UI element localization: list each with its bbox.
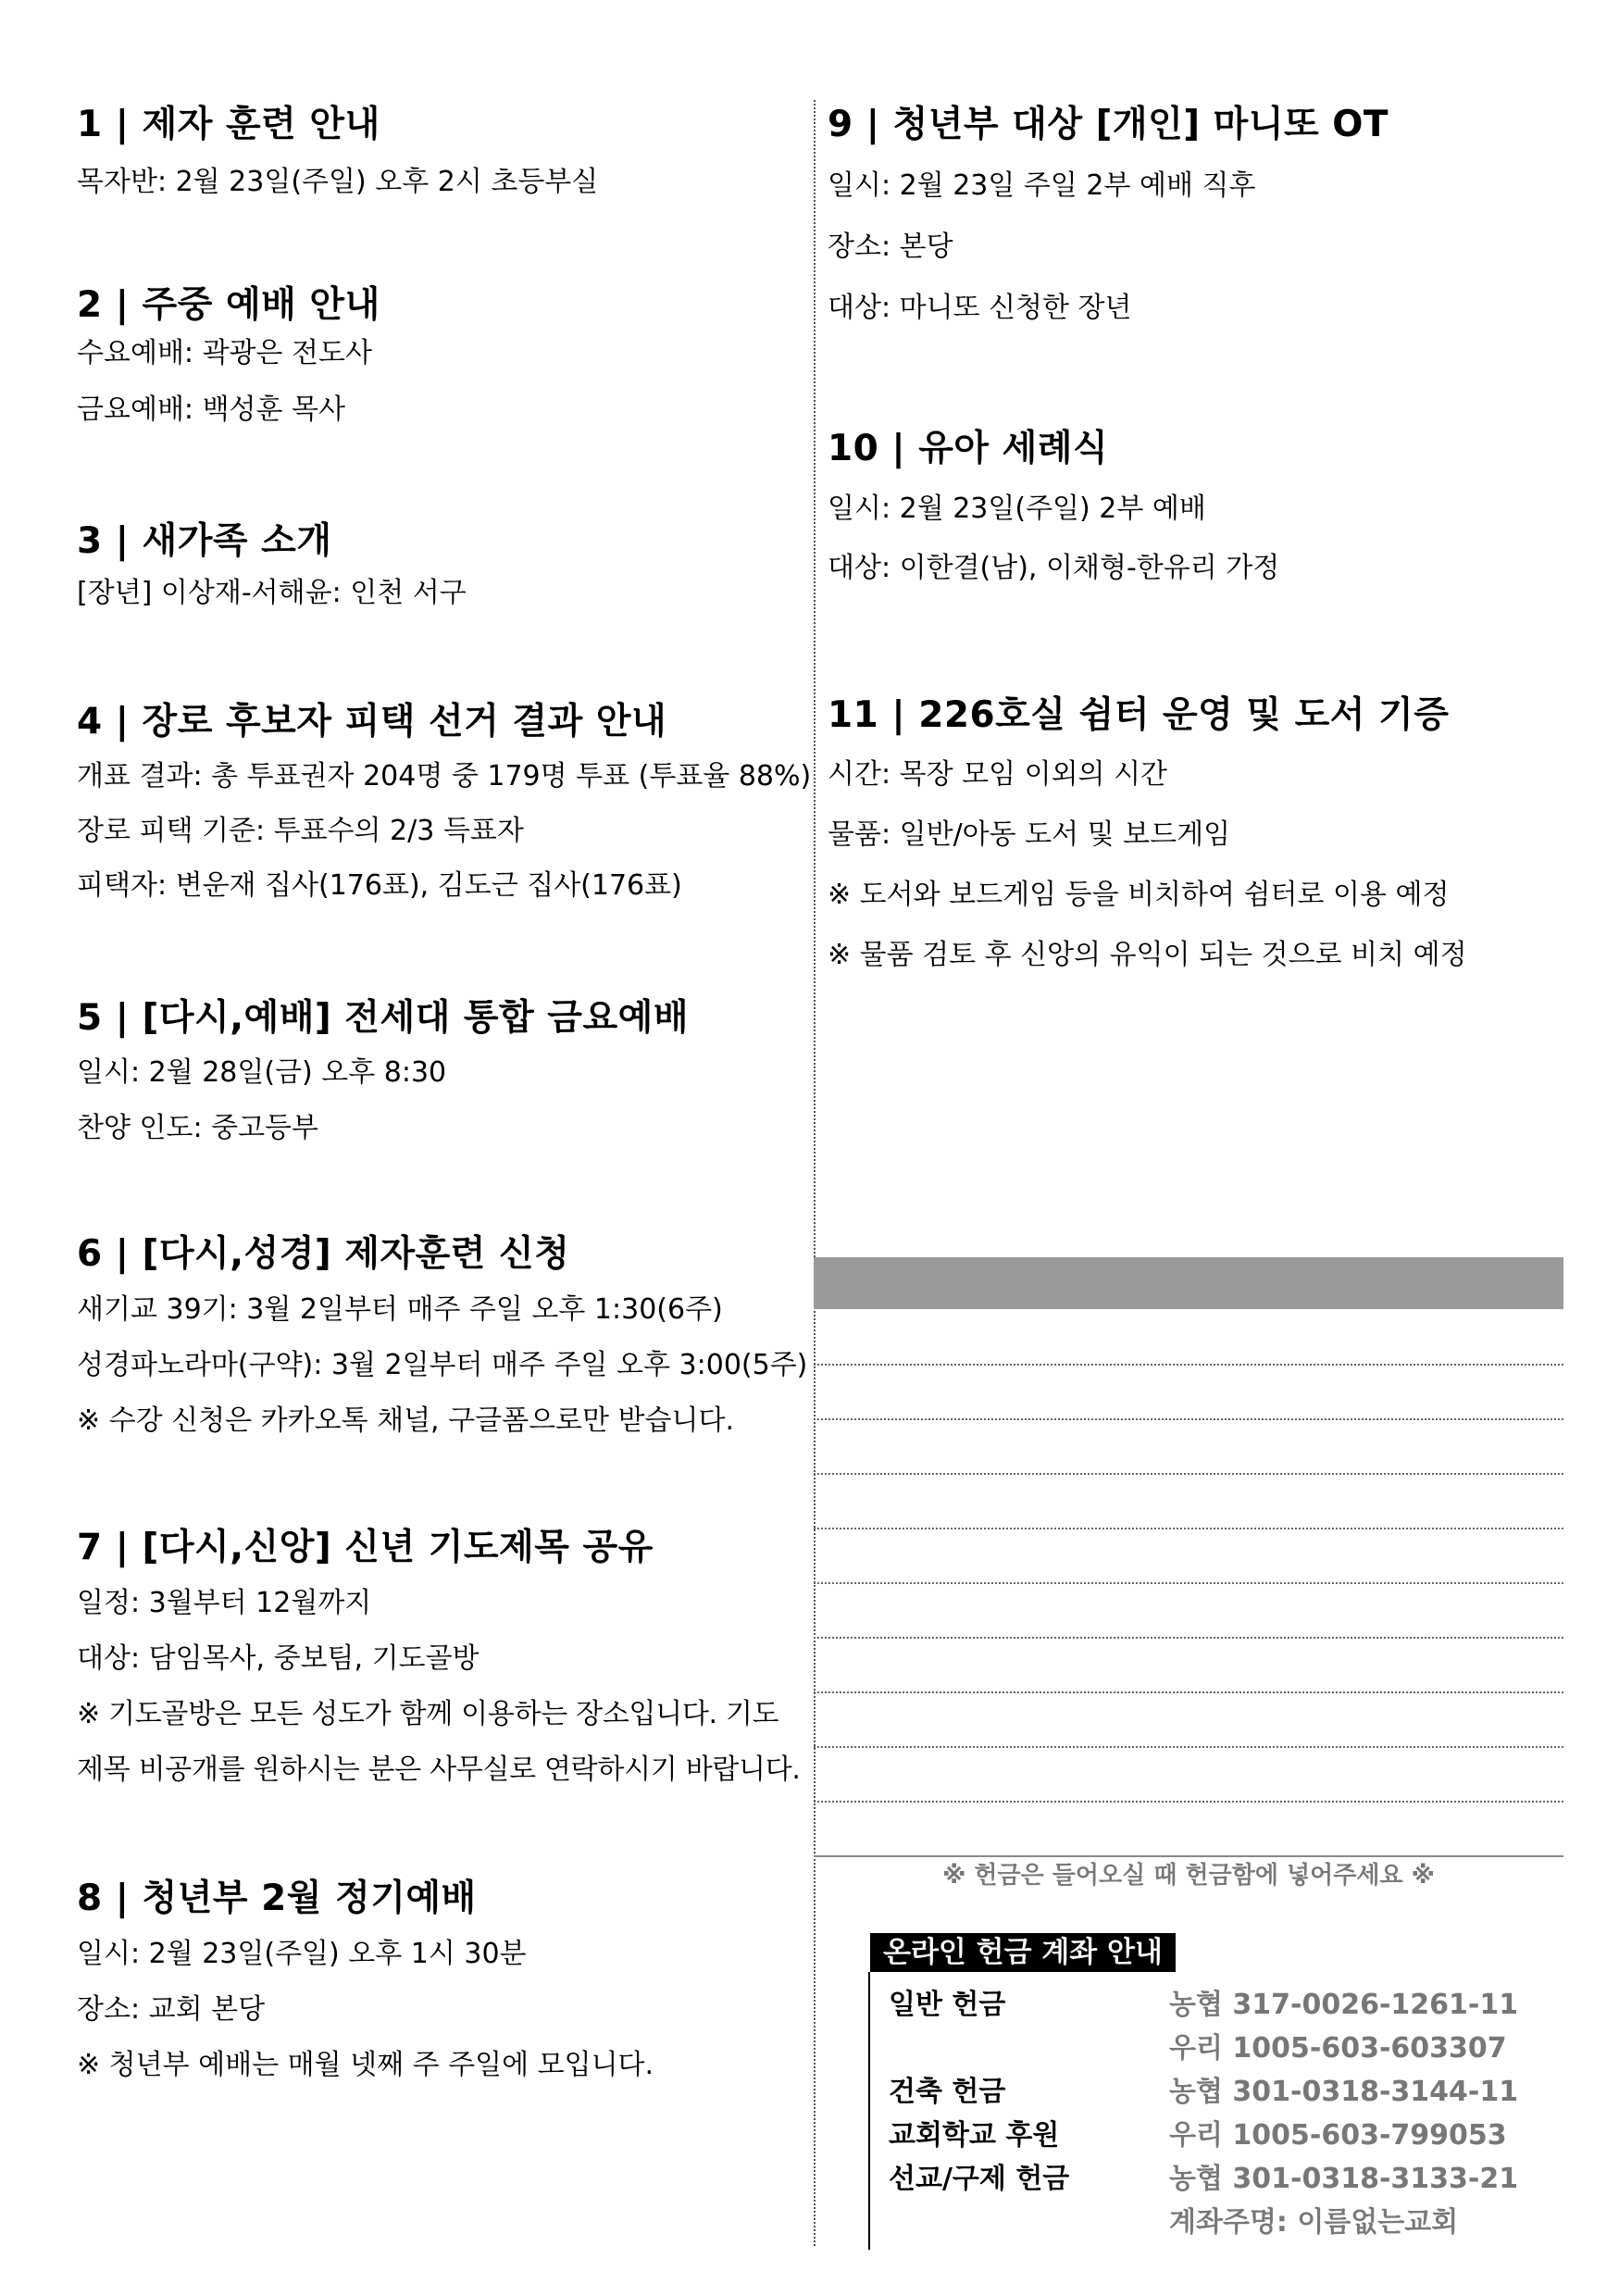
section-line: 피택자: 변운재 집사(176표), 김도근 집사(176표) (77, 869, 682, 902)
account-list-bar (868, 1972, 870, 2250)
account-label: 선교/구제 헌금 (889, 2163, 1070, 2195)
section-6 (77, 1231, 808, 1439)
memo-line (814, 1528, 1563, 1529)
section-line: 개표 결과: 총 투표권자 204명 중 179명 투표 (투표율 88%) (77, 760, 812, 792)
section-2 (77, 282, 808, 428)
section-line: 성경파노라마(구약): 3월 2일부터 매주 주일 오후 3:00(5주) (77, 1349, 808, 1381)
section-line: [장년] 이상재-서해윤: 인천 서구 (77, 577, 467, 609)
section-line: 대상: 이한결(남), 이채형-한유리 가정 (828, 552, 1280, 584)
section-line: 장로 피택 기준: 투표수의 2/3 득표자 (77, 815, 524, 847)
section-line: 일시: 2월 23일(주일) 2부 예배 (828, 493, 1206, 525)
section-title: 6 | [다시,성경] 제자훈련 신청 (77, 1233, 570, 1275)
section-line: ※ 도서와 보드게임 등을 비치하여 쉼터로 이용 예정 (828, 879, 1450, 911)
account-number: 농협 301-0318-3144-11 (1169, 2076, 1519, 2108)
memo-line (814, 1364, 1563, 1366)
section-title: 4 | 장로 후보자 피택 선거 결과 안내 (77, 701, 667, 742)
offering-notice: ※ 헌금은 들어오실 때 헌금함에 넣어주세요 ※ (942, 1862, 1435, 1890)
section-title: 3 | 새가족 소개 (77, 520, 332, 562)
memo-line (814, 1691, 1563, 1693)
section-3 (77, 518, 808, 611)
section-4 (77, 699, 812, 904)
section-title: 2 | 주중 예배 안내 (77, 284, 380, 326)
online-offering-title: 온라인 헌금 계좌 안내 (870, 1933, 1176, 1972)
section-line: 대상: 담임목사, 중보팀, 기도골방 (77, 1642, 479, 1675)
section-line: 장소: 본당 (828, 231, 953, 263)
account-number: 농협 301-0318-3133-21 (1169, 2163, 1519, 2195)
section-8 (77, 1876, 808, 2083)
section-line: 목자반: 2월 23일(주일) 오후 2시 초등부실 (77, 166, 599, 198)
section-title: 11 | 226호실 쉼터 운영 및 도서 기증 (828, 694, 1450, 736)
memo-line (814, 1473, 1563, 1475)
account-number: 우리 1005-603-603307 (1169, 2032, 1507, 2065)
account-label: 일반 헌금 (889, 1989, 1006, 2021)
account-row (889, 2114, 1555, 2157)
account-row (889, 2070, 1555, 2114)
column-divider (814, 100, 816, 2246)
section-line: 물품: 일반/아동 도서 및 보드게임 (828, 818, 1231, 851)
section-line: 새기교 39기: 3월 2일부터 매주 주일 오후 1:30(6주) (77, 1293, 723, 1326)
section-11 (828, 693, 1559, 973)
account-number: 계좌주명: 이름없는교회 (1169, 2206, 1459, 2239)
memo-line (814, 1637, 1563, 1639)
section-title: 7 | [다시,신앙] 신년 기도제목 공유 (77, 1527, 654, 1568)
section-line: 대상: 마니또 신청한 장년 (828, 292, 1132, 324)
memo-line (814, 1801, 1563, 1803)
account-label: 건축 헌금 (889, 2076, 1006, 2108)
account-row (889, 1983, 1555, 2027)
section-line: ※ 물품 검토 후 신앙의 유익이 되는 것으로 비치 예정 (828, 939, 1467, 971)
account-number: 농협 317-0026-1261-11 (1169, 1989, 1519, 2021)
section-line: 제목 비공개를 원하시는 분은 사무실로 연락하시기 바랍니다. (77, 1753, 801, 1786)
section-10 (828, 426, 1559, 586)
account-row (889, 2027, 1555, 2070)
section-line: 일시: 2월 28일(금) 오후 8:30 (77, 1056, 447, 1089)
section-line: 찬양 인도: 중고등부 (77, 1112, 319, 1144)
section-line: 일시: 2월 23일 주일 2부 예배 직후 (828, 169, 1256, 202)
memo-line (814, 1582, 1563, 1584)
section-title: 10 | 유아 세례식 (828, 428, 1109, 469)
account-row (889, 2201, 1555, 2244)
section-line: 금요예배: 백성훈 목사 (77, 393, 345, 426)
section-7 (77, 1525, 808, 1788)
section-title: 1 | 제자 훈련 안내 (77, 104, 380, 145)
memo-header-bar (814, 1257, 1563, 1309)
section-5 (77, 995, 808, 1146)
section-9 (828, 102, 1559, 326)
section-1 (77, 102, 808, 200)
section-line: ※ 기도골방은 모든 성도가 함께 이용하는 장소입니다. 기도 (77, 1698, 779, 1730)
section-line: 수요예배: 곽광은 전도사 (77, 337, 372, 369)
section-line: 장소: 교회 본당 (77, 1993, 266, 2026)
section-line: ※ 수강 신청은 카카오톡 채널, 구글폼으로만 받습니다. (77, 1404, 735, 1437)
section-line: 시간: 목장 모임 이외의 시간 (828, 758, 1168, 791)
section-line: 일정: 3월부터 12월까지 (77, 1587, 372, 1619)
memo-line (814, 1746, 1563, 1748)
section-line: 일시: 2월 23일(주일) 오후 1시 30분 (77, 1938, 527, 1970)
account-label: 교회학교 후원 (889, 2119, 1060, 2152)
account-number: 우리 1005-603-799053 (1169, 2119, 1507, 2152)
section-line: ※ 청년부 예배는 매월 넷째 주 주일에 모입니다. (77, 2049, 654, 2081)
section-title: 5 | [다시,예배] 전세대 통합 금요예배 (77, 997, 690, 1039)
memo-line (814, 1418, 1563, 1420)
section-title: 9 | 청년부 대상 [개인] 마니또 OT (828, 104, 1389, 145)
section-title: 8 | 청년부 2월 정기예배 (77, 1878, 477, 1919)
account-row (889, 2157, 1555, 2201)
